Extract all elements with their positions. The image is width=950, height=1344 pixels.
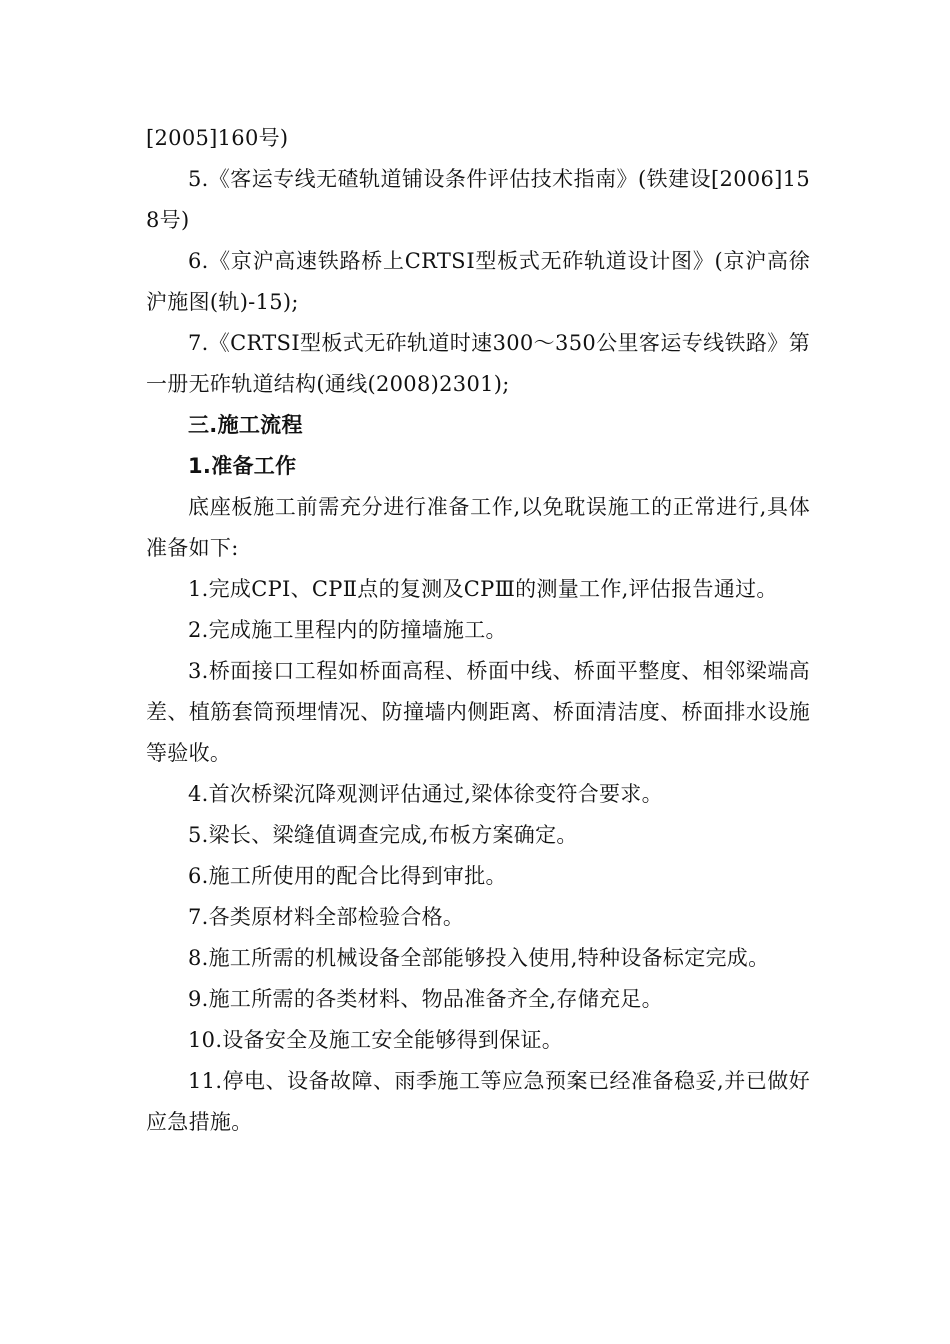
- prep-item-2: 2.完成施工里程内的防撞墙施工。: [188, 618, 507, 642]
- prep-item-9: 9.施工所需的各类材料、物品准备齐全,存储充足。: [188, 987, 663, 1011]
- subsection-heading: 1.准备工作: [188, 454, 297, 478]
- intro-paragraph: 底座板施工前需充分进行准备工作,以免耽误施工的正常进行,具体准备如下:: [146, 495, 810, 560]
- prep-item-1: 1.完成CPI、CPⅡ点的复测及CPⅢ的测量工作,评估报告通过。: [188, 577, 778, 601]
- reference-item-6: 6.《京沪高速铁路桥上CRTSⅠ型板式无砟轨道设计图》(京沪高徐沪施图(轨)-15);: [146, 249, 810, 314]
- prep-item-11: 11.停电、设备故障、雨季施工等应急预案已经准备稳妥,并已做好应急措施。: [146, 1069, 810, 1134]
- reference-item-7: 7.《CRTSⅠ型板式无砟轨道时速300～350公里客运专线铁路》第一册无砟轨道结构(通线(2008)2301);: [146, 331, 810, 396]
- prep-item-7: 7.各类原材料全部检验合格。: [188, 905, 465, 929]
- prep-item-4: 4.首次桥梁沉降观测评估通过,梁体徐变符合要求。: [188, 782, 663, 806]
- prep-item-10: 10.设备安全及施工安全能够得到保证。: [188, 1028, 564, 1052]
- reference-item-5: 5.《客运专线无碴轨道铺设条件评估技术指南》(铁建设[2006]158号): [146, 167, 810, 232]
- prep-item-5: 5.梁长、梁缝值调查完成,布板方案确定。: [188, 823, 578, 847]
- prep-item-3: 3.桥面接口工程如桥面高程、桥面中线、桥面平整度、相邻梁端高差、植筋套筒预埋情况、防撞墙内侧距离、桥面清洁度、桥面排水设施等验收。: [146, 659, 810, 765]
- prep-item-6: 6.施工所使用的配合比得到审批。: [188, 864, 507, 888]
- prep-item-8: 8.施工所需的机械设备全部能够投入使用,特种设备标定完成。: [188, 946, 770, 970]
- section-heading: 三.施工流程: [188, 413, 303, 437]
- reference-continuation: [2005]160号): [146, 126, 289, 150]
- document-page: [146, 118, 810, 1143]
